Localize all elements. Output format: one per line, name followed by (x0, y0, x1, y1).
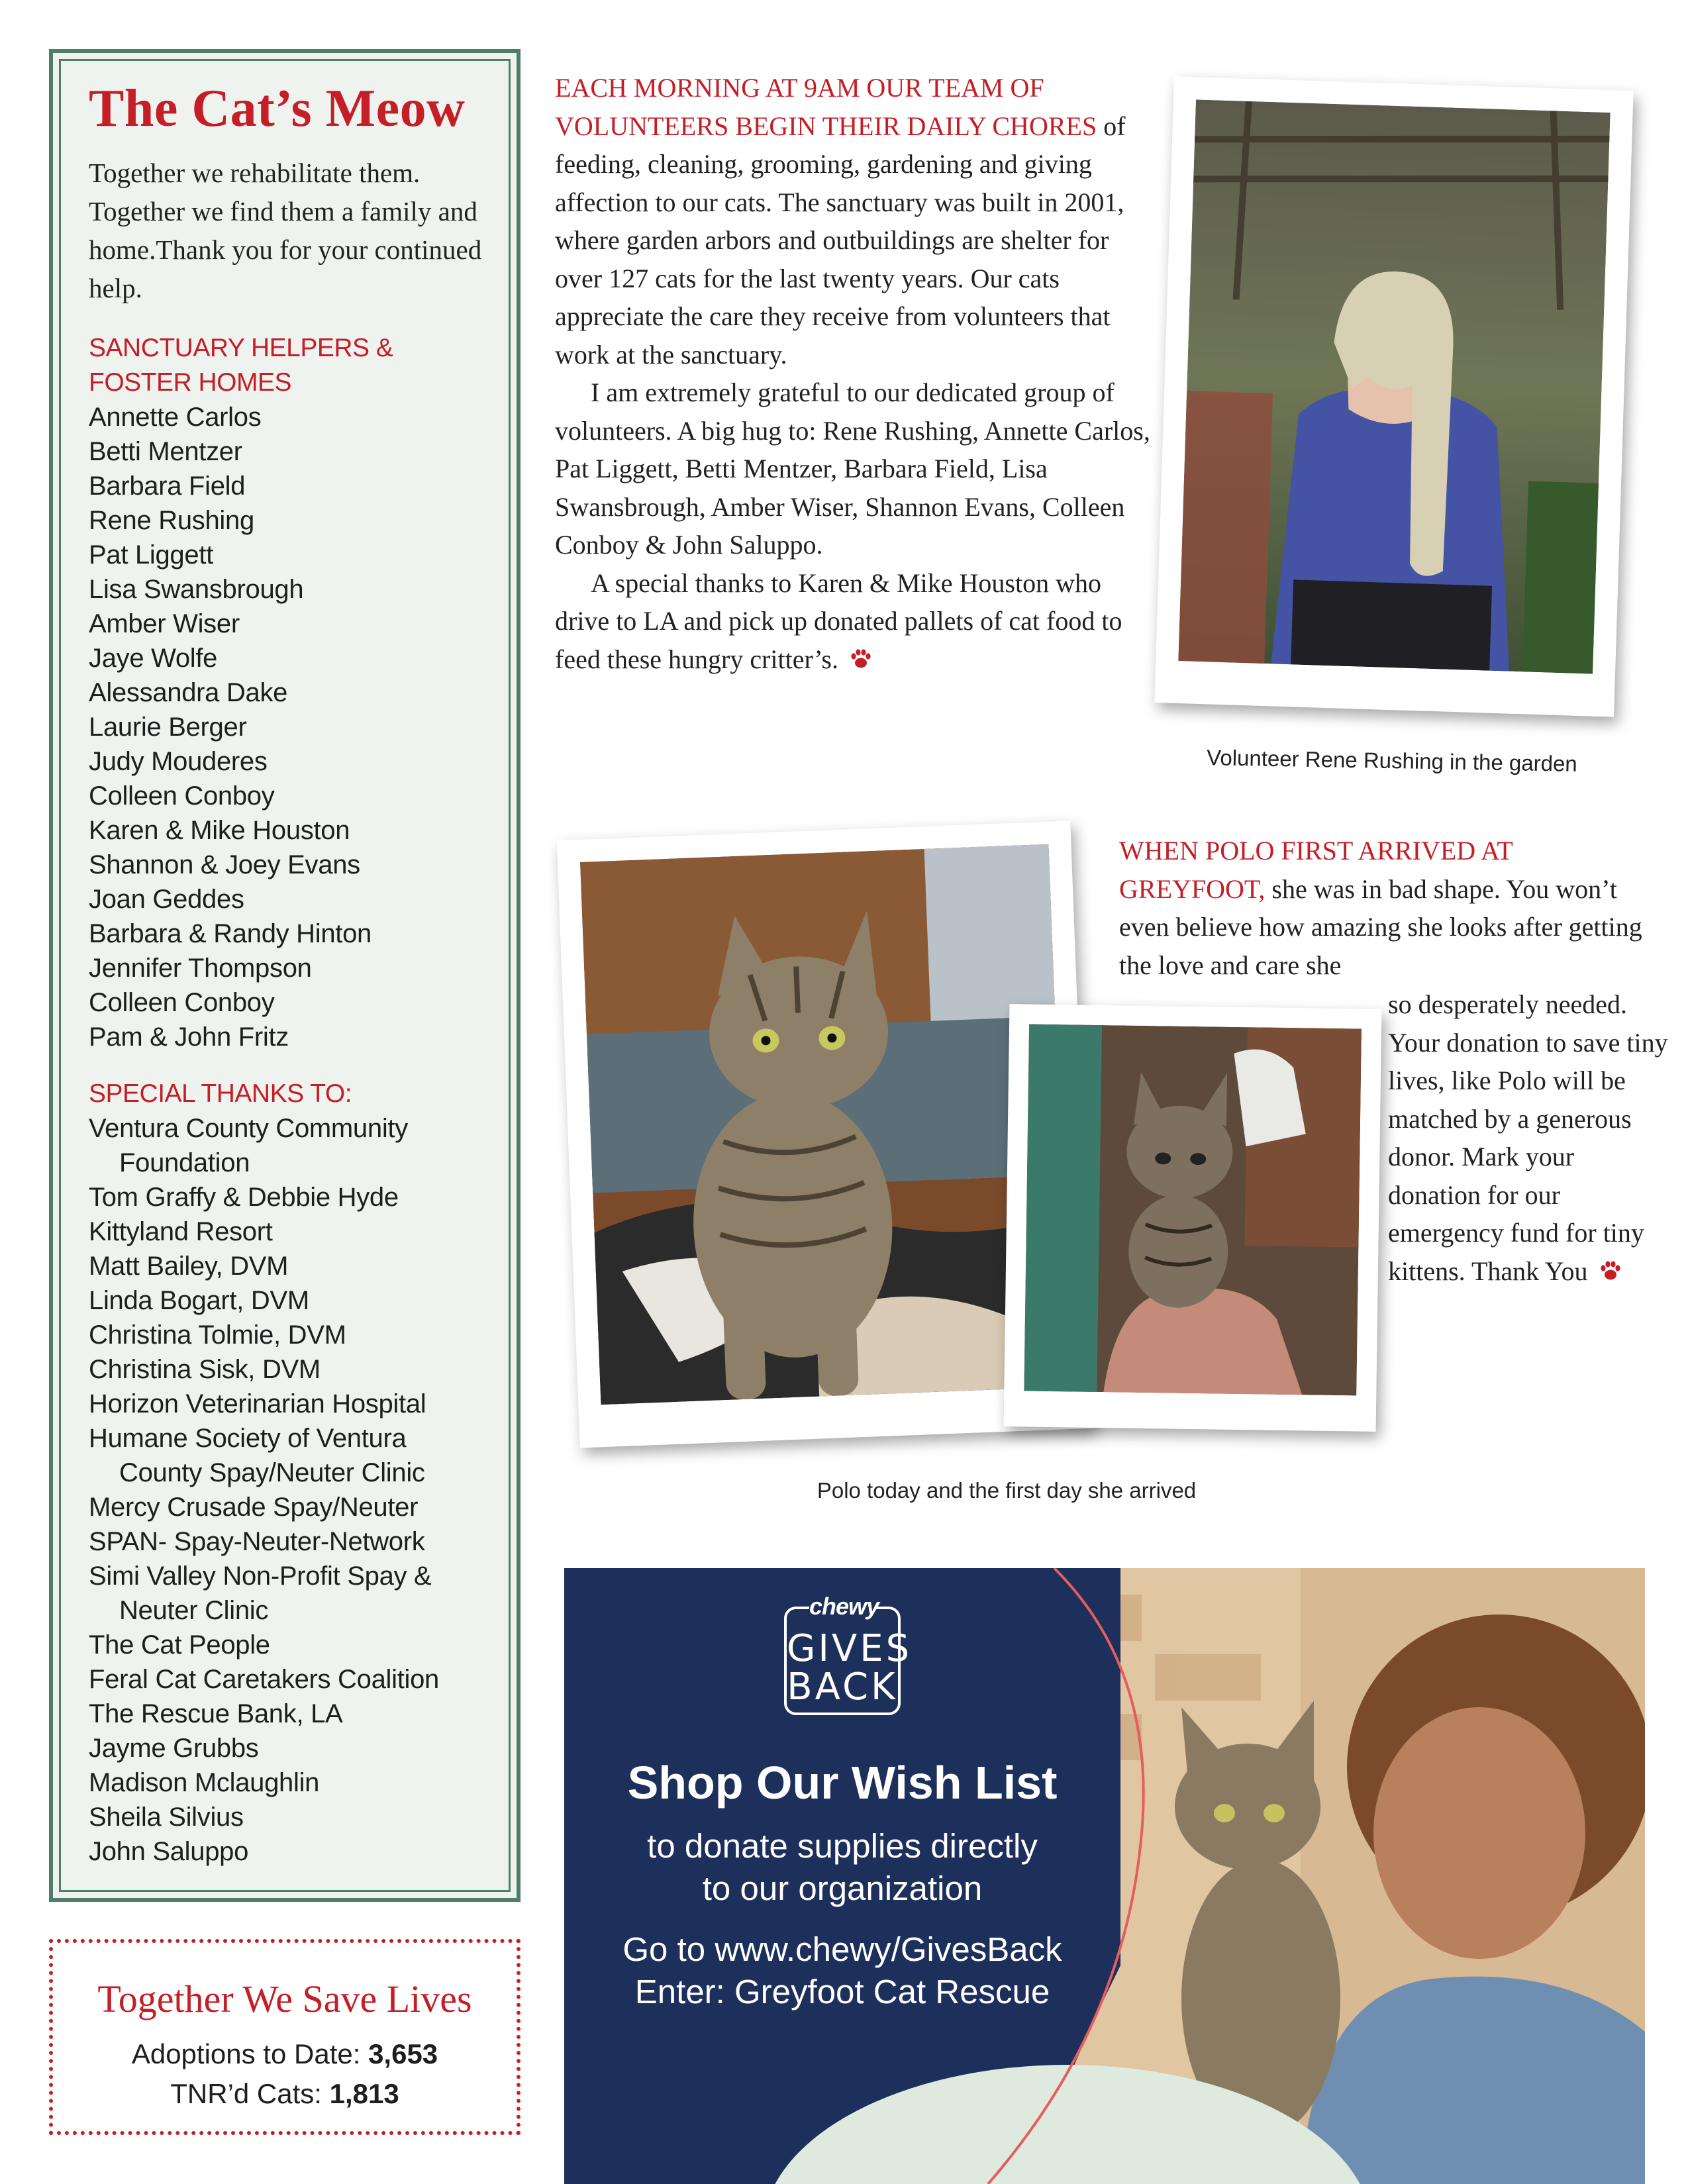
thanks-name-line: Feral Cat Caretakers Coalition (89, 1665, 439, 1694)
adoptions-label: Adoptions to Date: (131, 2038, 361, 2069)
thanks-name-line: Kittyland Resort (89, 1217, 273, 1246)
thanks-name-line: Horizon Veterinarian Hospital (89, 1389, 426, 1418)
article2-lead: WHEN POLO FIRST ARRIVED AT GREYFOOT, (1119, 836, 1513, 904)
chewy-ad-banner[interactable] (564, 1568, 1645, 2184)
ad-enter-line: Enter: Greyfoot Cat Rescue (634, 1973, 1050, 2010)
thanks-name (89, 1318, 490, 1352)
polo-article-head (1119, 832, 1649, 984)
helpers-list (89, 400, 490, 1054)
ad-sub-line-2: to our organization (702, 1869, 983, 1907)
paw-icon (1599, 1259, 1622, 1283)
thanks-name (89, 1387, 490, 1421)
sidebar (49, 49, 521, 1902)
polo-first-day-photo (1004, 1004, 1382, 1432)
tnr-line (53, 2074, 517, 2114)
polo-first-day-image (1024, 1024, 1362, 1396)
ad-subtext (564, 1825, 1120, 1910)
thanks-name-line: Matt Bailey, DVM (89, 1252, 289, 1281)
thanks-name-line: Ventura County Community (89, 1114, 408, 1143)
helper-name: Betti Mentzer (89, 437, 242, 466)
article2-tail-text: so desperately needed. Your donation to save tiny lives, like Polo will be matched by a generous donor. Mark your donation for our emergency fund for tiny kittens. Thank You (1388, 989, 1668, 1286)
thanks-name (89, 1765, 490, 1800)
stats-box (49, 1939, 521, 2135)
ad-instructions (564, 1928, 1120, 2013)
polo-article-tail (1388, 985, 1673, 1290)
thanks-name (89, 1490, 490, 1524)
thanks-name-line: Humane Society of Ventura (89, 1424, 407, 1453)
thanks-heading: SPECIAL THANKS TO: (89, 1079, 352, 1108)
helper-name: Lisa Swansbrough (89, 575, 304, 604)
thanks-name-continuation: County Spay/Neuter Clinic (119, 1458, 425, 1487)
thanks-name-line: John Saluppo (89, 1837, 249, 1866)
helper-name: Jennifer Thompson (89, 954, 312, 983)
volunteers-article (555, 69, 1151, 678)
thanks-name (89, 1731, 490, 1765)
paw-icon (849, 647, 873, 671)
helper-name: Colleen Conboy (89, 988, 275, 1017)
thanks-name-line: Mercy Crusade Spay/Neuter (89, 1493, 419, 1522)
thanks-name (89, 1215, 490, 1249)
thanks-name (89, 1628, 490, 1662)
polo-caption: Polo today and the first day she arrived (817, 1478, 1197, 1503)
thanks-name (89, 1559, 490, 1628)
helper-name: Alessandra Dake (89, 678, 288, 707)
helpers-heading-line-1: SANCTUARY HELPERS & (89, 334, 393, 362)
thanks-name (89, 1249, 490, 1283)
helper-name: Pam & John Fritz (89, 1022, 289, 1052)
thanks-name (89, 1421, 490, 1490)
helper-name: Amber Wiser (89, 609, 240, 638)
thanks-name (89, 1524, 490, 1559)
thanks-name-line: Simi Valley Non-Profit Spay & (89, 1562, 432, 1591)
article1-p3-text: A special thanks to Karen & Mike Houston who drive to LA and pick up donated pallets of cat food to feed these hungry critter’s. (555, 568, 1122, 674)
ad-headline: Shop Our Wish List (627, 1757, 1058, 1809)
thanks-name-continuation: Neuter Clinic (119, 1596, 269, 1625)
article1-lead: EACH MORNING AT 9AM OUR TEAM OF VOLUNTEERS BEGIN THEIR DAILY CHORES (555, 73, 1097, 141)
thanks-name (89, 1834, 490, 1869)
thanks-name-line: Sheila Silvius (89, 1803, 244, 1832)
thanks-name-line: Christina Tolmie, DVM (89, 1320, 346, 1350)
helper-name: Shannon & Joey Evans (89, 850, 360, 879)
chewy-gives-back-logo (784, 1593, 913, 1715)
thanks-name (89, 1283, 490, 1318)
thanks-list (89, 1111, 490, 1869)
article1-paragraph-2: I am extremely grateful to our dedicated group of volunteers. A big hug to: Rene Rushing, Annette Carlos, Pat Liggett, Betti Mentzer, Barbara Field, Lisa Swansbrough, Amber Wiser, Shannon Evans, Colleen Conboy & John Saluppo. (555, 377, 1150, 560)
thanks-name (89, 1662, 490, 1697)
thanks-name-line: Jayme Grubbs (89, 1734, 259, 1763)
tnr-label: TNR’d Cats: (170, 2078, 322, 2109)
thanks-name (89, 1800, 490, 1834)
helper-name: Barbara Field (89, 472, 246, 501)
sidebar-title: The Cat’s Meow (89, 79, 466, 138)
article1-paragraph-3 (555, 564, 1151, 679)
ad-sub-line-1: to donate supplies directly (647, 1827, 1038, 1865)
sidebar-intro: Together we rehabilitate them. Together we find them a family and home.Thank you for your continued help. (89, 158, 482, 303)
thanks-name-line: The Rescue Bank, LA (89, 1699, 343, 1728)
thanks-name-line: Madison Mclaughlin (89, 1768, 320, 1797)
logo-line-1: GIVES (787, 1627, 913, 1670)
helpers-heading-line-2: FOSTER HOMES (89, 368, 292, 397)
adoptions-value: 3,653 (368, 2038, 438, 2069)
helper-name: Annette Carlos (89, 403, 262, 432)
thanks-name-line: Tom Graffy & Debbie Hyde (89, 1183, 399, 1212)
helper-name: Jaye Wolfe (89, 644, 218, 673)
helper-name: Joan Geddes (89, 885, 244, 914)
thanks-name-line: Christina Sisk, DVM (89, 1355, 321, 1384)
chewy-brand: chewy (809, 1593, 879, 1620)
helper-name: Laurie Berger (89, 713, 247, 742)
rene-caption: Volunteer Rene Rushing in the garden (1206, 745, 1578, 776)
logo-line-2: BACK (787, 1665, 898, 1709)
stats-title: Together We Save Lives (97, 1977, 472, 2020)
polo-today-image (580, 844, 1069, 1405)
rene-photo-image (1178, 99, 1610, 673)
thanks-name (89, 1697, 490, 1731)
thanks-name (89, 1352, 490, 1387)
thanks-name (89, 1111, 490, 1180)
helper-name: Rene Rushing (89, 506, 254, 535)
thanks-name-line: Linda Bogart, DVM (89, 1286, 309, 1315)
rene-photo (1154, 76, 1633, 717)
tnr-value: 1,813 (329, 2078, 399, 2109)
article2-head-text: she was in bad shape. You won’t even believe how amazing she looks after getting the love and care she (1119, 873, 1642, 980)
thanks-name-line: The Cat People (89, 1630, 270, 1660)
helper-name: Colleen Conboy (89, 781, 275, 811)
thanks-name (89, 1180, 490, 1215)
helper-name: Karen & Mike Houston (89, 816, 350, 845)
helper-name: Barbara & Randy Hinton (89, 919, 372, 948)
article1-paragraph-1 (555, 69, 1151, 373)
thanks-name-continuation: Foundation (119, 1148, 250, 1177)
helper-name: Judy Mouderes (89, 747, 268, 776)
adoptions-line (53, 2034, 517, 2074)
ad-url-line[interactable]: Go to www.chewy/GivesBack (622, 1930, 1062, 1968)
helper-name: Pat Liggett (89, 540, 213, 570)
article1-p1-text: of feeding, cleaning, grooming, gardening and giving affection to our cats. The sanctuary was built in 2001, where garden arbors and outbuildings are shelter for over 127 cats for the last twenty years. Our cats appreciate the care they receive from volunteers that work at the sanctuary. (555, 111, 1126, 370)
helpers-heading (89, 331, 490, 400)
thanks-name-line: SPAN- Spay-Neuter-Network (89, 1527, 425, 1556)
